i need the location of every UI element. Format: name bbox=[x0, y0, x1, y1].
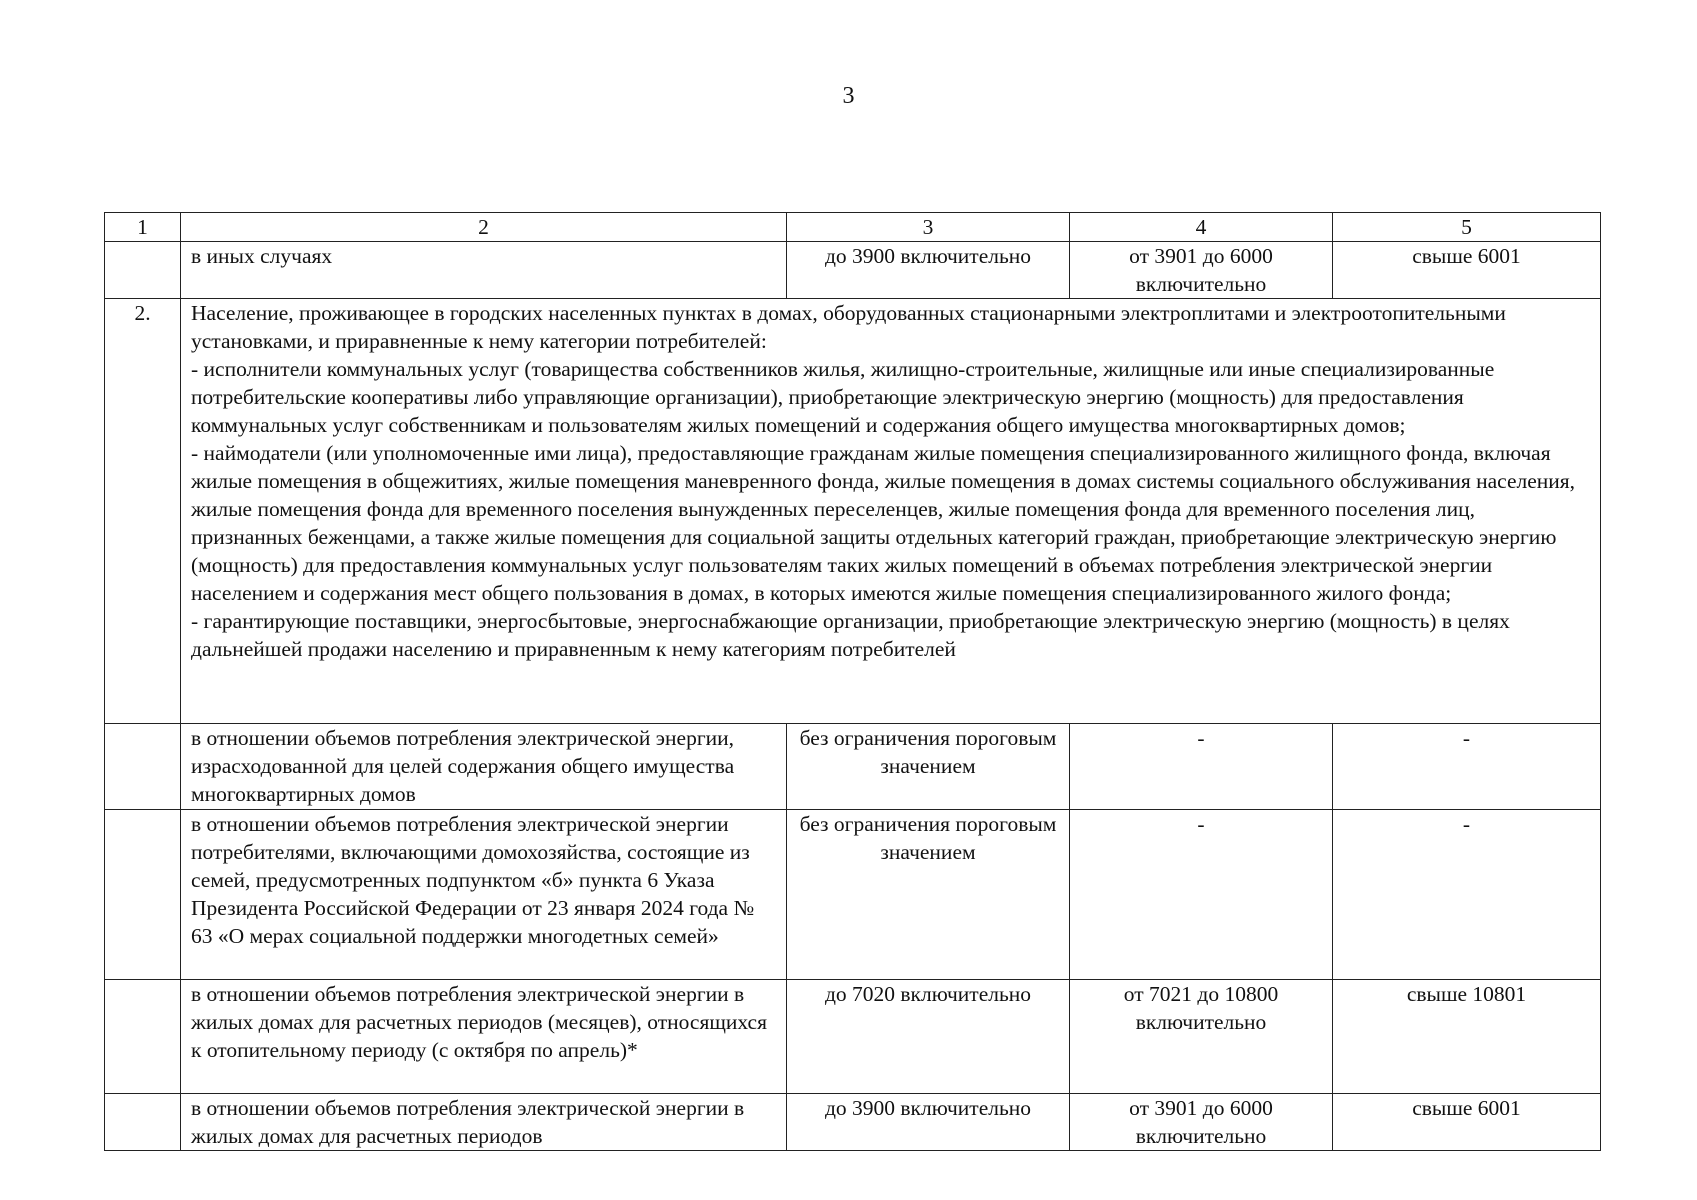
row-number-cell: 2. bbox=[105, 299, 181, 724]
range-2-cell: от 7021 до 10800 включительно bbox=[1070, 980, 1333, 1094]
column-number-2: 2 bbox=[181, 213, 787, 242]
range-3-cell: - bbox=[1333, 810, 1601, 980]
range-2-cell: от 3901 до 6000 включительно bbox=[1070, 242, 1333, 299]
row-number-cell bbox=[105, 242, 181, 299]
row-description-cell: в отношении объемов потребления электрической энергии в жилых домах для расчетных периодов (месяцев), относящихся к отопительному периоду (с октября по апрель)* bbox=[181, 980, 787, 1094]
range-1-cell: до 3900 включительно bbox=[787, 242, 1070, 299]
range-3-cell: свыше 6001 bbox=[1333, 242, 1601, 299]
section-2-description-cell bbox=[181, 299, 1601, 724]
table-row-large-families bbox=[105, 810, 1601, 980]
column-number-4: 4 bbox=[1070, 213, 1333, 242]
column-number-3: 3 bbox=[787, 213, 1070, 242]
section-2-paragraph-intro: Население, проживающее в городских населенных пунктах в домах, оборудованных стационарными электроплитами и электроотопительными установками, и приравненные к нему категории потребителей: bbox=[191, 301, 1506, 353]
row-number-cell bbox=[105, 724, 181, 810]
table-row-common-property bbox=[105, 724, 1601, 810]
table-row-section-2 bbox=[105, 299, 1601, 724]
row-description-cell: в отношении объемов потребления электрической энергии потребителями, включающими домохозяйства, состоящие из семей, предусмотренных подпунктом «б» пункта 6 Указа Президента Российской Федерации от 23 января 2024 года № 63 «О мерах социальной поддержки многодетных семей» bbox=[181, 810, 787, 980]
row-description-cell: в иных случаях bbox=[181, 242, 787, 299]
section-2-paragraph-utility-providers: - исполнители коммунальных услуг (товарищества собственников жилья, жилищно-строительные, жилищные или иные специализированные потребительские кооперативы либо управляющие организации), приобретающие электрическую энергию (мощность) для предоставления коммунальных услуг собственникам и пользователям жилых помещений и содержания общего имущества многоквартирных домов; bbox=[191, 357, 1495, 437]
tariff-threshold-table bbox=[104, 212, 1601, 1151]
row-description-cell: в отношении объемов потребления электрической энергии, израсходованной для целей содержания общего имущества многоквартирных домов bbox=[181, 724, 787, 810]
row-number-cell bbox=[105, 1094, 181, 1151]
range-3-cell: - bbox=[1333, 724, 1601, 810]
range-1-cell: без ограничения пороговым значением bbox=[787, 810, 1070, 980]
range-3-cell: свыше 10801 bbox=[1333, 980, 1601, 1094]
column-number-1: 1 bbox=[105, 213, 181, 242]
table-row-non-heating-period bbox=[105, 1094, 1601, 1151]
table-row-other-cases bbox=[105, 242, 1601, 299]
row-number-cell bbox=[105, 980, 181, 1094]
row-description-cell: в отношении объемов потребления электрической энергии в жилых домах для расчетных периодов bbox=[181, 1094, 787, 1151]
range-1-cell: до 7020 включительно bbox=[787, 980, 1070, 1094]
row-number-cell bbox=[105, 810, 181, 980]
range-2-cell: от 3901 до 6000 включительно bbox=[1070, 1094, 1333, 1151]
table-row-heating-period bbox=[105, 980, 1601, 1094]
page-number: 3 bbox=[842, 83, 855, 109]
range-1-cell: до 3900 включительно bbox=[787, 1094, 1070, 1151]
range-1-cell: без ограничения пороговым значением bbox=[787, 724, 1070, 810]
section-2-paragraph-suppliers: - гарантирующие поставщики, энергосбытовые, энергоснабжающие организации, приобретающие электрическую энергию (мощность) в целях дальнейшей продажи населению и приравненным к нему категориям потребителей bbox=[191, 609, 1510, 661]
column-number-header-row bbox=[105, 213, 1601, 242]
range-3-cell: свыше 6001 bbox=[1333, 1094, 1601, 1151]
column-number-5: 5 bbox=[1333, 213, 1601, 242]
section-2-paragraph-landlords: - наймодатели (или уполномоченные ими лица), предоставляющие гражданам жилые помещения специализированного жилищного фонда, включая жилые помещения в общежитиях, жилые помещения маневренного фонда, жилые помещения в домах системы социального обслуживания населения, жилые помещения фонда для временного поселения вынужденных переселенцев, жилые помещения фонда для временного поселения лиц, признанных беженцами, а также жилые помещения для социальной защиты отдельных категорий граждан, приобретающие электрическую энергию (мощность) для предоставления коммунальных услуг пользователям таких жилых помещений в объемах потребления электрической энергии населением и содержания мест общего пользования в домах, в которых имеются жилые помещения специализированного жилого фонда; bbox=[191, 441, 1576, 605]
range-2-cell: - bbox=[1070, 810, 1333, 980]
range-2-cell: - bbox=[1070, 724, 1333, 810]
